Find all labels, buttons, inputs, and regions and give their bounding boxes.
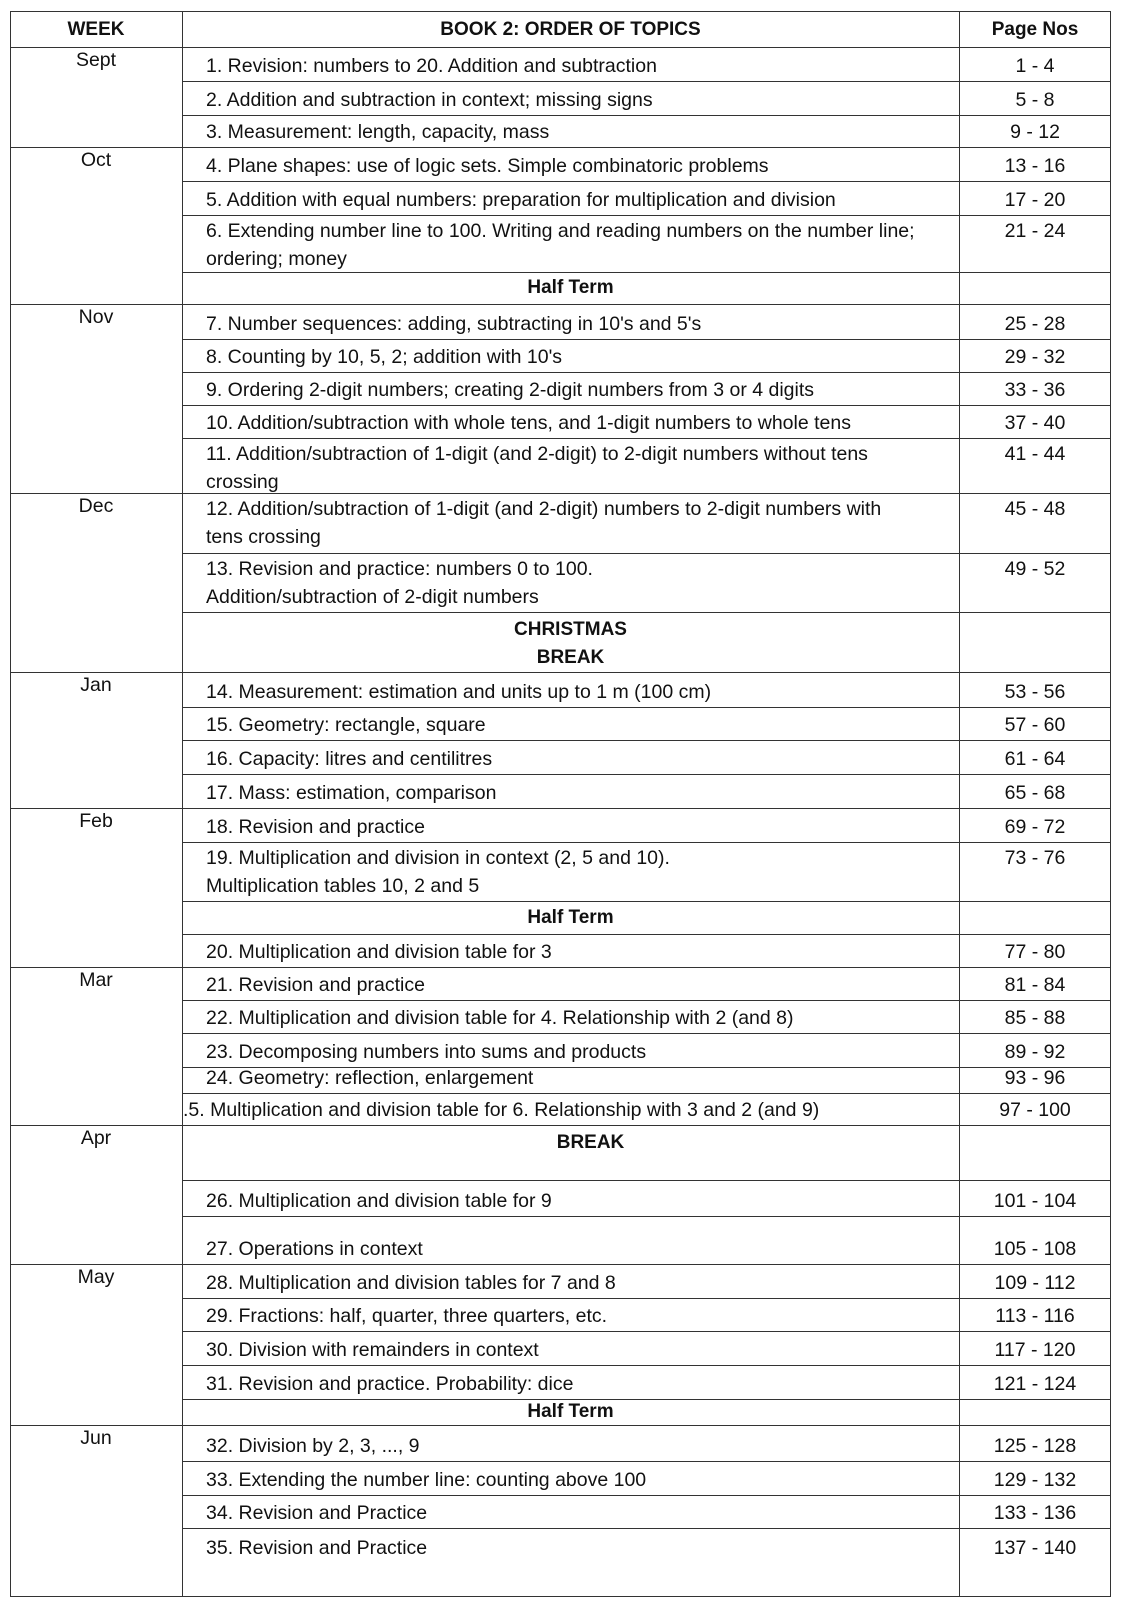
topic-text-cont: crossing [206, 471, 279, 493]
topic-text: 31. Revision and practice. Probability: dice [206, 1373, 574, 1395]
row-divider [182, 1216, 1111, 1217]
topics-table [10, 11, 1111, 1597]
topic-text: 13. Revision and practice: numbers 0 to 100. [206, 558, 593, 580]
topic-text-cont: Addition/subtraction of 2-digit numbers [206, 586, 539, 608]
row-divider [182, 774, 1111, 775]
topic-text: 34. Revision and Practice [206, 1502, 428, 1524]
break-label: CHRISTMAS [514, 619, 627, 640]
break-label: Half Term [527, 277, 614, 298]
topic-text: 30. Division with remainders in context [206, 1339, 539, 1361]
header-week: WEEK [67, 19, 125, 40]
page-range: 117 - 120 [994, 1339, 1076, 1361]
topic-text: 28. Multiplication and division tables for 7 and 8 [206, 1272, 616, 1294]
topic-text: .5. Multiplication and division table for 6. Relationship with 3 and 2 (and 9) [183, 1099, 820, 1121]
page-range: 97 - 100 [999, 1099, 1071, 1121]
month-label: Oct [80, 149, 112, 171]
topic-text: 19. Multiplication and division in context (2, 5 and 10). [206, 847, 670, 869]
page-range: 133 - 136 [993, 1502, 1077, 1524]
month-label: Mar [79, 969, 113, 991]
row-divider [182, 1298, 1111, 1299]
break-label: Half Term [527, 907, 614, 928]
page-range: 137 - 140 [993, 1537, 1077, 1559]
topic-text-cont: Multiplication tables 10, 2 and 5 [206, 875, 480, 897]
row-divider [182, 339, 1111, 340]
header-topics: BOOK 2: ORDER OF TOPICS [440, 19, 701, 40]
page-range: 109 - 112 [994, 1272, 1076, 1294]
page-range: 29 - 32 [1004, 346, 1066, 368]
row-divider [182, 901, 1111, 902]
break-label: BREAK [556, 1132, 625, 1153]
row-divider [182, 1365, 1111, 1366]
topic-text: 29. Fractions: half, quarter, three quarters, etc. [206, 1305, 608, 1327]
page-range: 73 - 76 [1004, 847, 1066, 869]
page-range: 5 - 8 [1015, 89, 1055, 111]
page-range: 113 - 116 [995, 1305, 1075, 1327]
column-divider-week [182, 11, 183, 1597]
month-label: Feb [79, 810, 113, 832]
topic-text: 5. Addition with equal numbers: preparation for multiplication and division [206, 189, 836, 211]
month-label: Jan [80, 674, 112, 696]
page-range: 57 - 60 [1004, 714, 1066, 736]
page-range: 41 - 44 [1004, 443, 1066, 465]
row-divider [182, 181, 1111, 182]
page-range: 37 - 40 [1004, 412, 1066, 434]
row-divider [182, 553, 1111, 554]
topic-text: 17. Mass: estimation, comparison [206, 782, 497, 804]
row-divider [182, 740, 1111, 741]
topic-text: 35. Revision and Practice [206, 1537, 428, 1559]
topic-text: 2. Addition and subtraction in context; missing signs [206, 89, 653, 111]
row-divider [182, 438, 1111, 439]
topic-text: 6. Extending number line to 100. Writing and reading numbers on the number line; [206, 220, 915, 242]
page-range: 1 - 4 [1015, 55, 1055, 77]
page-range: 61 - 64 [1004, 748, 1066, 770]
page-range: 121 - 124 [993, 1373, 1077, 1395]
topic-text: 8. Counting by 10, 5, 2; addition with 10's [206, 346, 563, 368]
row-divider [182, 81, 1111, 82]
page-range: 17 - 20 [1004, 189, 1066, 211]
topic-text: 4. Plane shapes: use of logic sets. Simple combinatoric problems [206, 155, 769, 177]
header-pages: Page Nos [991, 19, 1079, 40]
table-border-top [10, 11, 1111, 12]
row-divider [182, 707, 1111, 708]
row-divider [182, 1528, 1111, 1529]
page-range: 21 - 24 [1004, 220, 1066, 242]
page-range: 25 - 28 [1004, 313, 1066, 335]
topic-text: 33. Extending the number line: counting above 100 [206, 1469, 647, 1491]
row-divider [182, 842, 1111, 843]
page-range: 65 - 68 [1004, 782, 1066, 804]
topic-text: 21. Revision and practice [206, 974, 425, 996]
row-divider [182, 272, 1111, 273]
topic-text: 16. Capacity: litres and centilitres [206, 748, 493, 770]
month-label: May [77, 1266, 115, 1288]
page-range: 93 - 96 [1004, 1067, 1066, 1089]
topic-text: 1. Revision: numbers to 20. Addition and subtraction [206, 55, 657, 77]
row-divider [182, 1180, 1111, 1181]
topic-text: 9. Ordering 2-digit numbers; creating 2-digit numbers from 3 or 4 digits [206, 379, 815, 401]
topic-text: 12. Addition/subtraction of 1-digit (and 2-digit) numbers to 2-digit numbers with [206, 498, 882, 520]
topic-text: 10. Addition/subtraction with whole tens, and 1-digit numbers to whole tens [206, 412, 851, 434]
break-label: BREAK [536, 647, 605, 668]
row-divider [182, 612, 1111, 613]
month-label: Sept [75, 49, 117, 71]
row-divider [182, 115, 1111, 116]
table-border-left [10, 11, 11, 1597]
page-range: 89 - 92 [1004, 1041, 1066, 1063]
page-range: 125 - 128 [993, 1435, 1077, 1457]
month-label: Jun [80, 1427, 112, 1449]
page-range: 77 - 80 [1004, 941, 1066, 963]
topic-text: 32. Division by 2, 3, ..., 9 [206, 1435, 420, 1457]
page-range: 13 - 16 [1004, 155, 1066, 177]
row-divider [182, 1495, 1111, 1496]
month-label: Dec [78, 495, 114, 517]
page-range: 129 - 132 [993, 1469, 1077, 1491]
topic-text: 27. Operations in context [206, 1238, 423, 1260]
page-range: 49 - 52 [1004, 558, 1066, 580]
topic-text: 26. Multiplication and division table for 9 [206, 1190, 552, 1212]
page-range: 33 - 36 [1004, 379, 1066, 401]
row-divider [182, 1093, 1111, 1094]
page-range: 53 - 56 [1004, 681, 1066, 703]
page-range: 69 - 72 [1004, 816, 1066, 838]
row-divider [182, 934, 1111, 935]
row-divider [182, 1033, 1111, 1034]
page-range: 101 - 104 [993, 1190, 1077, 1212]
page-range: 105 - 108 [993, 1238, 1077, 1260]
topic-text: 22. Multiplication and division table for 4. Relationship with 2 (and 8) [206, 1007, 794, 1029]
topic-text-cont: tens crossing [206, 526, 321, 548]
topic-text: 3. Measurement: length, capacity, mass [206, 121, 550, 143]
page-range: 85 - 88 [1004, 1007, 1066, 1029]
topic-text: 14. Measurement: estimation and units up to 1 m (100 cm) [206, 681, 712, 703]
row-divider [182, 1331, 1111, 1332]
row-divider [182, 405, 1111, 406]
table-border-bottom [10, 1596, 1111, 1597]
topic-text: 23. Decomposing numbers into sums and products [206, 1041, 647, 1063]
page-range: 81 - 84 [1004, 974, 1066, 996]
topic-text: 20. Multiplication and division table for 3 [206, 941, 552, 963]
row-divider [182, 1461, 1111, 1462]
page-range: 9 - 12 [1010, 121, 1060, 143]
topic-text: 24. Geometry: reflection, enlargement [206, 1067, 534, 1089]
topic-text: 11. Addition/subtraction of 1-digit (and 2-digit) to 2-digit numbers without tens [206, 443, 868, 465]
topic-text-cont: ordering; money [206, 248, 347, 270]
row-divider [182, 372, 1111, 373]
topic-text: 7. Number sequences: adding, subtracting in 10's and 5's [206, 313, 702, 335]
topic-text: 18. Revision and practice [206, 816, 425, 838]
month-label: Apr [80, 1127, 112, 1149]
month-label: Nov [78, 306, 114, 328]
break-label: Half Term [527, 1401, 614, 1422]
page-range: 45 - 48 [1004, 498, 1066, 520]
row-divider [182, 215, 1111, 216]
row-divider [182, 1000, 1111, 1001]
topic-text: 15. Geometry: rectangle, square [206, 714, 486, 736]
